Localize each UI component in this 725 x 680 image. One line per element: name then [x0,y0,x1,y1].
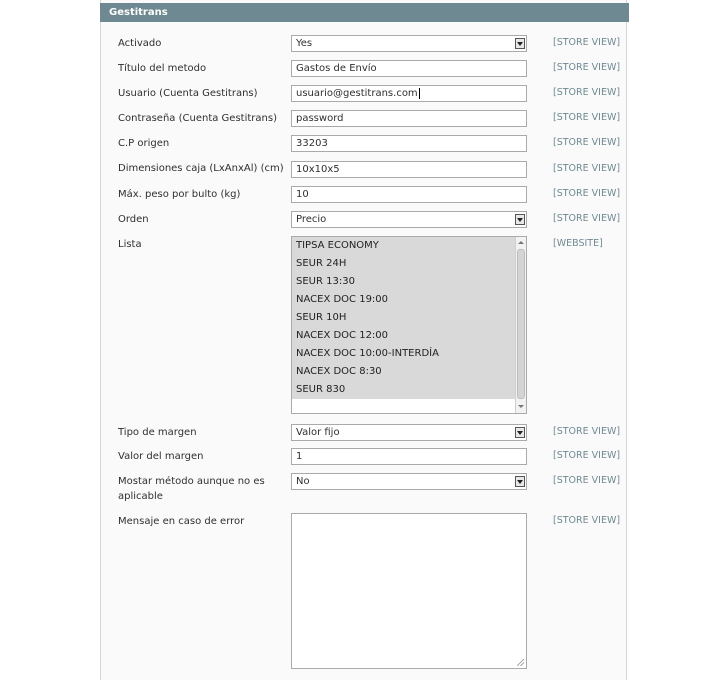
list-option[interactable]: NACEX DOC 8:30 [292,363,516,381]
scroll-down-icon[interactable] [517,402,525,411]
mensaje-textarea[interactable] [291,513,527,669]
list-option[interactable]: SEUR 10H [292,309,516,327]
list-option[interactable]: SEUR 13:30 [292,273,516,291]
titulo-value: Gastos de Envío [296,63,377,74]
tipo-margen-scope: [STORE VIEW] [553,426,621,437]
lista-multiselect[interactable] [291,236,527,414]
dimensiones-label: Dimensiones caja (LxAnxAl) (cm) [118,163,284,174]
usuario-scope: [STORE VIEW] [553,87,621,98]
activado-value: Yes [296,38,313,49]
tipo-margen-select[interactable] [291,424,527,441]
mostrar-select[interactable] [291,473,527,490]
list-option[interactable]: NACEX DOC 19:00 [292,291,516,309]
orden-select[interactable] [291,211,527,228]
contrasena-value: password [296,113,344,124]
mostrar-label [118,474,265,504]
valor-margen-input[interactable] [291,448,527,465]
activado-select[interactable] [291,35,527,52]
cp-origen-value: 33203 [296,138,328,149]
activado-scope: [STORE VIEW] [553,37,621,48]
contrasena-scope: [STORE VIEW] [553,112,621,123]
contrasena-label: Contraseña (Cuenta Gestitrans) [118,113,277,124]
tipo-margen-label: Tipo de margen [118,427,197,438]
dimensiones-input[interactable] [291,161,527,178]
dimensiones-value: 10x10x5 [296,164,340,175]
list-option[interactable]: SEUR 830 [292,381,516,399]
orden-scope: [STORE VIEW] [553,213,621,224]
lista-label: Lista [118,239,142,250]
list-option[interactable]: NACEX DOC 12:00 [292,327,516,345]
mensaje-scope: [STORE VIEW] [553,515,621,526]
lista-options [292,237,516,399]
max-peso-scope: [STORE VIEW] [553,188,621,199]
orden-label: Orden [118,214,149,225]
mostrar-value: No [296,476,310,487]
chevron-down-icon[interactable] [515,476,525,487]
orden-value: Precio [296,214,327,225]
titulo-input[interactable] [291,60,527,77]
valor-margen-value: 1 [296,451,303,462]
section-title: Gestitrans [109,7,168,18]
cp-origen-input[interactable] [291,135,527,152]
valor-margen-label: Valor del margen [118,451,204,462]
chevron-down-icon[interactable] [515,214,525,225]
cp-origen-label: C.P origen [118,138,170,149]
list-option[interactable]: TIPSA ECONOMY [292,237,516,255]
cp-origen-scope: [STORE VIEW] [553,137,621,148]
mostrar-label-line2: aplicable [118,491,163,502]
chevron-down-icon[interactable] [515,427,525,438]
activado-label: Activado [118,38,162,49]
list-scrollbar[interactable] [515,237,526,413]
lista-scope: [WEBSITE] [553,238,603,249]
titulo-label: Título del metodo [118,63,207,74]
text-cursor [419,88,420,99]
chevron-down-icon[interactable] [515,38,525,49]
resize-grip-icon[interactable] [517,659,524,666]
mostrar-label-line1: Mostar método aunque no es [118,476,265,487]
scroll-thumb[interactable] [517,249,525,399]
titulo-scope: [STORE VIEW] [553,62,621,73]
valor-margen-scope: [STORE VIEW] [553,450,621,461]
tipo-margen-value: Valor fijo [296,427,340,438]
max-peso-value: 10 [296,189,309,200]
mensaje-label: Mensaje en caso de error [118,516,245,527]
usuario-label: Usuario (Cuenta Gestitrans) [118,88,258,99]
scroll-up-icon[interactable] [517,238,525,247]
list-option[interactable]: NACEX DOC 10:00-INTERDÍA [292,345,516,363]
usuario-input[interactable] [291,85,527,102]
contrasena-input[interactable] [291,110,527,127]
mostrar-scope: [STORE VIEW] [553,475,621,486]
section-header[interactable] [100,3,629,22]
max-peso-input[interactable] [291,186,527,203]
usuario-value: usuario@gestitrans.com [296,88,418,99]
list-option[interactable]: SEUR 24H [292,255,516,273]
max-peso-label: Máx. peso por bulto (kg) [118,189,241,200]
dimensiones-scope: [STORE VIEW] [553,163,621,174]
